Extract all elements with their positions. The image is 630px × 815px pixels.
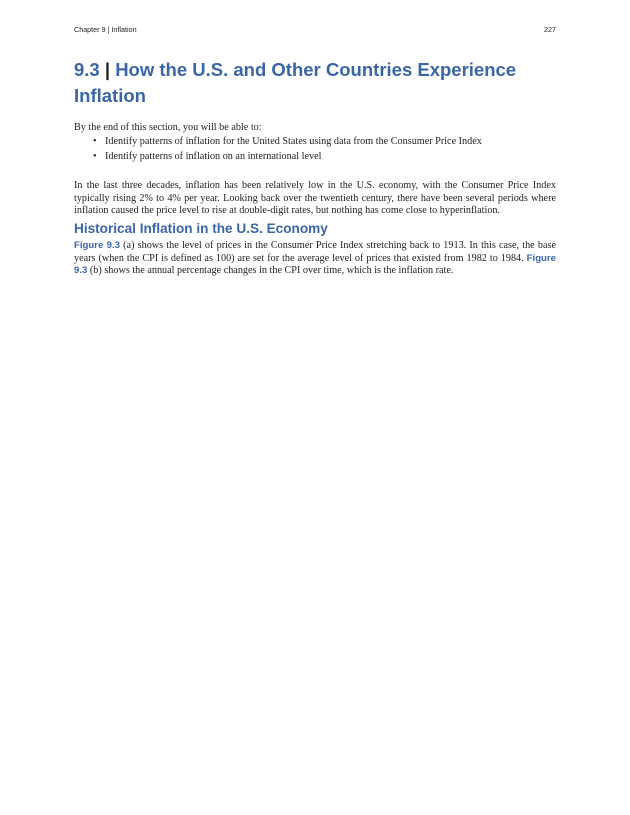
- body-paragraph: In the last three decades, inflation has been relatively low in the U.S. economy, with the Consumer Price Index typically rising 2% to 4% per year. Looking back over the twentieth century, there have been several periods where inflation caused the price level to rise at double-digit rates, but nothing has come close to hyperinflation.: [74, 180, 556, 217]
- section-number: 9.3: [74, 59, 100, 80]
- bullet-icon: •: [93, 150, 97, 162]
- objective-text: Identify patterns of inflation on an international level: [105, 150, 322, 162]
- figure-link[interactable]: Figure 9.3: [74, 252, 556, 277]
- section-title-text: How the U.S. and Other Countries Experience Inflation: [74, 59, 517, 106]
- paragraph-text: (b) shows the annual percentage changes in the CPI over time, which is the inflation rate.: [87, 265, 454, 277]
- list-item: [74, 150, 556, 165]
- list-item: [74, 135, 556, 150]
- title-separator: |: [104, 59, 111, 80]
- page-number: 227: [544, 25, 556, 34]
- learning-objectives-list: [74, 135, 556, 164]
- objectives-intro: By the end of this section, you will be able to:: [74, 122, 262, 133]
- bullet-icon: •: [93, 136, 97, 147]
- objective-text: Identify patterns of inflation for the United States using data from the Consumer Price Index: [105, 136, 482, 147]
- paragraph-text: (a) shows the level of prices in the Consumer Price Index stretching back to 1913. In this case, the base years (when the CPI is defined as 100) are set for the average level of prices that existed from 1982 to 1984.: [74, 240, 556, 264]
- section-title: [74, 57, 544, 109]
- running-header-chapter: Chapter 9 | Inflation: [74, 25, 137, 34]
- page-header: [74, 25, 556, 37]
- body-paragraph-figure-ref: [74, 240, 556, 278]
- subsection-title: Historical Inflation in the U.S. Economy: [74, 221, 328, 236]
- figure-link[interactable]: Figure 9.3: [74, 240, 120, 251]
